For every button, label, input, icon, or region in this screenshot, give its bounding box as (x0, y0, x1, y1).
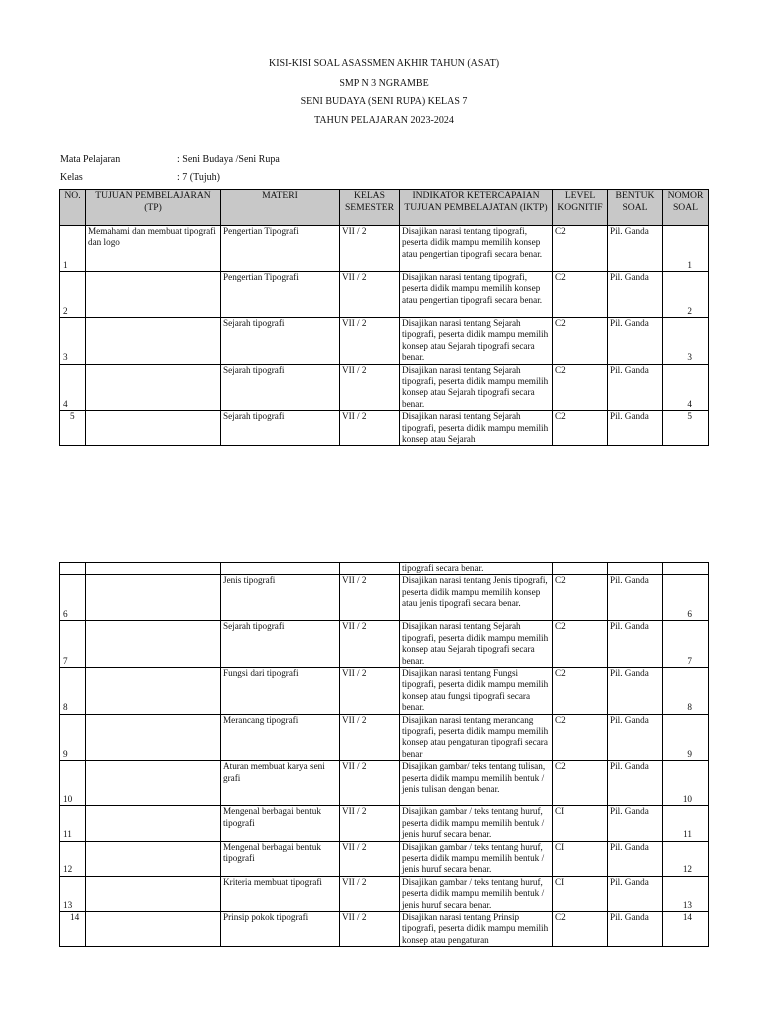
row-kelas: VII / 2 (340, 876, 400, 911)
continuation-text: tipografi secara benar. (400, 563, 553, 575)
row-no-cell (60, 575, 86, 621)
row-tp (86, 806, 221, 841)
row-materi: Prinsip pokok tipografi (221, 911, 340, 946)
row-level: C2 (553, 761, 608, 806)
row-level: C2 (553, 226, 608, 272)
table-row (60, 364, 709, 411)
mapel-value: : Seni Budaya /Seni Rupa (177, 154, 280, 165)
row-tp (86, 876, 221, 911)
row-kelas: VII / 2 (340, 364, 400, 411)
subject-class: SENI BUDAYA (SENI RUPA) KELAS 7 (300, 96, 468, 107)
row-bentuk: Pil. Ganda (608, 411, 663, 446)
row-nomor: 10 (682, 793, 692, 804)
row-tp (86, 575, 221, 621)
row-iktp: Disajikan narasi tentang tipografi, peserta didik mampu memilih konsep atau pengertian tipografi secara benar. (400, 226, 553, 272)
row-iktp: Disajikan gambar / teks tentang huruf, peserta didik mampu memilih bentuk / jenis huruf secara benar. (400, 806, 553, 841)
row-nomor: 7 (687, 655, 692, 666)
row-iktp: Disajikan narasi tentang Fungsi tipografi, peserta didik mampu memilih konsep atau fungsi tipografi secara benar. (400, 668, 553, 715)
row-level: CI (553, 841, 608, 876)
row-kelas: VII / 2 (340, 226, 400, 272)
row-bentuk: Pil. Ganda (608, 621, 663, 668)
row-tp (86, 911, 221, 946)
row-no: 14 (70, 911, 80, 922)
table-row (60, 761, 709, 806)
row-materi: Sejarah tipografi (221, 621, 340, 668)
row-no: 2 (63, 305, 68, 316)
row-no-cell (60, 911, 86, 946)
row-no-cell (60, 668, 86, 715)
row-materi: Kriteria membuat tipografi (221, 876, 340, 911)
row-bentuk: Pil. Ganda (608, 668, 663, 715)
col-materi: MATERI (221, 190, 340, 226)
row-nomor: 9 (687, 748, 692, 759)
row-iktp: Disajikan narasi tentang tipografi, peserta didik mampu memilih konsep atau pengertian tipografi secara benar. (400, 272, 553, 318)
row-nomor-cell (663, 806, 709, 841)
row-nomor: 2 (687, 305, 692, 316)
row-no: 12 (63, 864, 73, 875)
table-row (60, 272, 709, 318)
table-row (60, 411, 709, 446)
row-kelas: VII / 2 (340, 272, 400, 318)
row-nomor-cell (663, 876, 709, 911)
row-no: 11 (63, 829, 72, 840)
row-no: 3 (63, 352, 68, 363)
table-row (60, 575, 709, 621)
row-kelas: VII / 2 (340, 806, 400, 841)
row-level: C2 (553, 575, 608, 621)
kisi-table-page2 (59, 562, 709, 947)
row-kelas: VII / 2 (340, 318, 400, 365)
row-materi: Jenis tipografi (221, 575, 340, 621)
row-bentuk: Pil. Ganda (608, 318, 663, 365)
row-no: 9 (63, 748, 68, 759)
row-no-cell (60, 318, 86, 365)
row-materi: Mengenal berbagai bentuk tipografi (221, 841, 340, 876)
row-no: 4 (63, 398, 68, 409)
row-level: C2 (553, 668, 608, 715)
row-kelas: VII / 2 (340, 575, 400, 621)
table-row (60, 318, 709, 365)
table-header-row (60, 190, 709, 226)
row-nomor: 8 (687, 702, 692, 713)
row-tp (86, 621, 221, 668)
row-iktp: Disajikan narasi tentang Prinsip tipografi, peserta didik mampu memilih konsep atau pengaturan (400, 911, 553, 946)
row-iktp: Disajikan narasi tentang Sejarah tipografi, peserta didik mampu memilih konsep atau Sejarah tipografi secara benar. (400, 621, 553, 668)
row-level: C2 (553, 411, 608, 446)
row-nomor: 1 (687, 259, 692, 270)
row-iktp: Disajikan narasi tentang Sejarah tipografi, peserta didik mampu memilih konsep atau Sejarah tipografi secara benar. (400, 364, 553, 411)
row-level: C2 (553, 318, 608, 365)
row-nomor-cell (663, 575, 709, 621)
school-name: SMP N 3 NGRAMBE (339, 78, 429, 89)
row-kelas: VII / 2 (340, 761, 400, 806)
row-bentuk: Pil. Ganda (608, 806, 663, 841)
row-tp: Memahami dan membuat tipografi dan logo (86, 226, 221, 272)
row-kelas: VII / 2 (340, 668, 400, 715)
row-bentuk: Pil. Ganda (608, 761, 663, 806)
continuation-row (60, 563, 709, 575)
row-no: 10 (63, 793, 73, 804)
row-tp (86, 668, 221, 715)
row-no: 5 (70, 411, 75, 422)
col-level: LEVEL KOGNITIF (553, 190, 608, 226)
row-bentuk: Pil. Ganda (608, 876, 663, 911)
row-nomor-cell (663, 226, 709, 272)
row-bentuk: Pil. Ganda (608, 364, 663, 411)
row-bentuk: Pil. Ganda (608, 575, 663, 621)
row-kelas: VII / 2 (340, 411, 400, 446)
row-nomor-cell (663, 668, 709, 715)
table-row (60, 841, 709, 876)
academic-year: TAHUN PELAJARAN 2023-2024 (314, 115, 454, 126)
row-nomor: 12 (682, 864, 692, 875)
row-bentuk: Pil. Ganda (608, 714, 663, 761)
row-iktp: Disajikan narasi tentang merancang tipografi, peserta didik mampu memilih konsep atau pengaturan tipografi secara benar (400, 714, 553, 761)
row-materi: Pengertian Tipografi (221, 226, 340, 272)
row-tp (86, 761, 221, 806)
row-level: C2 (553, 272, 608, 318)
row-materi: Sejarah tipografi (221, 411, 340, 446)
row-no-cell (60, 714, 86, 761)
col-tp: TUJUAN PEMBELAJARAN (TP) (86, 190, 221, 226)
row-materi: Merancang tipografi (221, 714, 340, 761)
col-no: NO. (60, 190, 86, 226)
row-nomor: 11 (683, 829, 692, 840)
table-row (60, 876, 709, 911)
row-nomor-cell (663, 411, 709, 446)
row-nomor: 5 (687, 411, 692, 422)
table-row (60, 226, 709, 272)
row-no: 6 (63, 609, 68, 619)
row-bentuk: Pil. Ganda (608, 841, 663, 876)
row-level: CI (553, 876, 608, 911)
table-row (60, 806, 709, 841)
row-materi: Sejarah tipografi (221, 364, 340, 411)
row-kelas: VII / 2 (340, 714, 400, 761)
row-nomor-cell (663, 761, 709, 806)
row-bentuk: Pil. Ganda (608, 272, 663, 318)
row-kelas: VII / 2 (340, 621, 400, 668)
row-materi: Pengertian Tipografi (221, 272, 340, 318)
row-nomor: 13 (682, 899, 692, 910)
kisi-table-page1 (59, 189, 709, 446)
row-tp (86, 411, 221, 446)
row-level: C2 (553, 911, 608, 946)
row-no: 8 (63, 702, 68, 713)
table-row (60, 621, 709, 668)
row-no-cell (60, 621, 86, 668)
row-no: 7 (63, 655, 68, 666)
row-nomor-cell (663, 911, 709, 946)
row-iktp: Disajikan gambar / teks tentang huruf, peserta didik mampu memilih bentuk / jenis huruf secara benar. (400, 841, 553, 876)
col-kelas: KELAS SEMESTER (340, 190, 400, 226)
row-no-cell (60, 411, 86, 446)
row-no: 13 (63, 899, 73, 910)
row-tp (86, 318, 221, 365)
row-level: C2 (553, 714, 608, 761)
row-level: C2 (553, 364, 608, 411)
row-bentuk: Pil. Ganda (608, 226, 663, 272)
row-no-cell (60, 761, 86, 806)
row-materi: Mengenal berbagai bentuk tipografi (221, 806, 340, 841)
row-tp (86, 272, 221, 318)
row-level: C2 (553, 621, 608, 668)
row-tp (86, 841, 221, 876)
row-bentuk: Pil. Ganda (608, 911, 663, 946)
row-no-cell (60, 272, 86, 318)
row-iktp: Disajikan gambar/ teks tentang tulisan, peserta didik mampu memilih bentuk / jenis tulisan dengan benar. (400, 761, 553, 806)
row-kelas: VII / 2 (340, 911, 400, 946)
row-no-cell (60, 876, 86, 911)
row-nomor-cell (663, 272, 709, 318)
table-row (60, 911, 709, 946)
row-materi: Fungsi dari tipografi (221, 668, 340, 715)
table-row (60, 714, 709, 761)
row-iktp: Disajikan narasi tentang Jenis tipografi, peserta didik mampu memilih konsep atau jenis tipografi secara benar. (400, 575, 553, 621)
row-iktp: Disajikan gambar / teks tentang huruf, peserta didik mampu memilih bentuk / jenis huruf secara benar. (400, 876, 553, 911)
row-no-cell (60, 806, 86, 841)
row-tp (86, 364, 221, 411)
row-nomor-cell (663, 364, 709, 411)
col-nomor: NOMOR SOAL (663, 190, 709, 226)
row-nomor: 6 (687, 609, 692, 619)
table-row (60, 668, 709, 715)
row-nomor-cell (663, 318, 709, 365)
row-no-cell (60, 226, 86, 272)
row-level: CI (553, 806, 608, 841)
row-kelas: VII / 2 (340, 841, 400, 876)
row-iktp: Disajikan narasi tentang Sejarah tipografi, peserta didik mampu memilih konsep atau Sejarah tipografi secara benar. (400, 318, 553, 365)
row-materi: Sejarah tipografi (221, 318, 340, 365)
row-no-cell (60, 364, 86, 411)
kelas-label: Kelas (60, 172, 83, 183)
row-materi: Aturan membuat karya seni grafi (221, 761, 340, 806)
mapel-label: Mata Pelajaran (60, 154, 121, 165)
row-nomor: 3 (687, 352, 692, 363)
row-nomor-cell (663, 621, 709, 668)
row-nomor-cell (663, 714, 709, 761)
row-iktp: Disajikan narasi tentang Sejarah tipografi, peserta didik mampu memilih konsep atau Sejarah (400, 411, 553, 446)
kelas-value: : 7 (Tujuh) (177, 172, 220, 183)
doc-title: KISI-KISI SOAL ASASSMEN AKHIR TAHUN (ASAT) (268, 58, 500, 69)
row-no: 1 (63, 259, 68, 270)
row-nomor-cell (663, 841, 709, 876)
row-nomor: 14 (682, 911, 692, 922)
col-bentuk: BENTUK SOAL (608, 190, 663, 226)
row-no-cell (60, 841, 86, 876)
col-iktp: INDIKATOR KETERCAPAIAN TUJUAN PEMBELAJATAN (IKTP) (400, 190, 553, 226)
row-tp (86, 714, 221, 761)
row-nomor: 4 (687, 398, 692, 409)
